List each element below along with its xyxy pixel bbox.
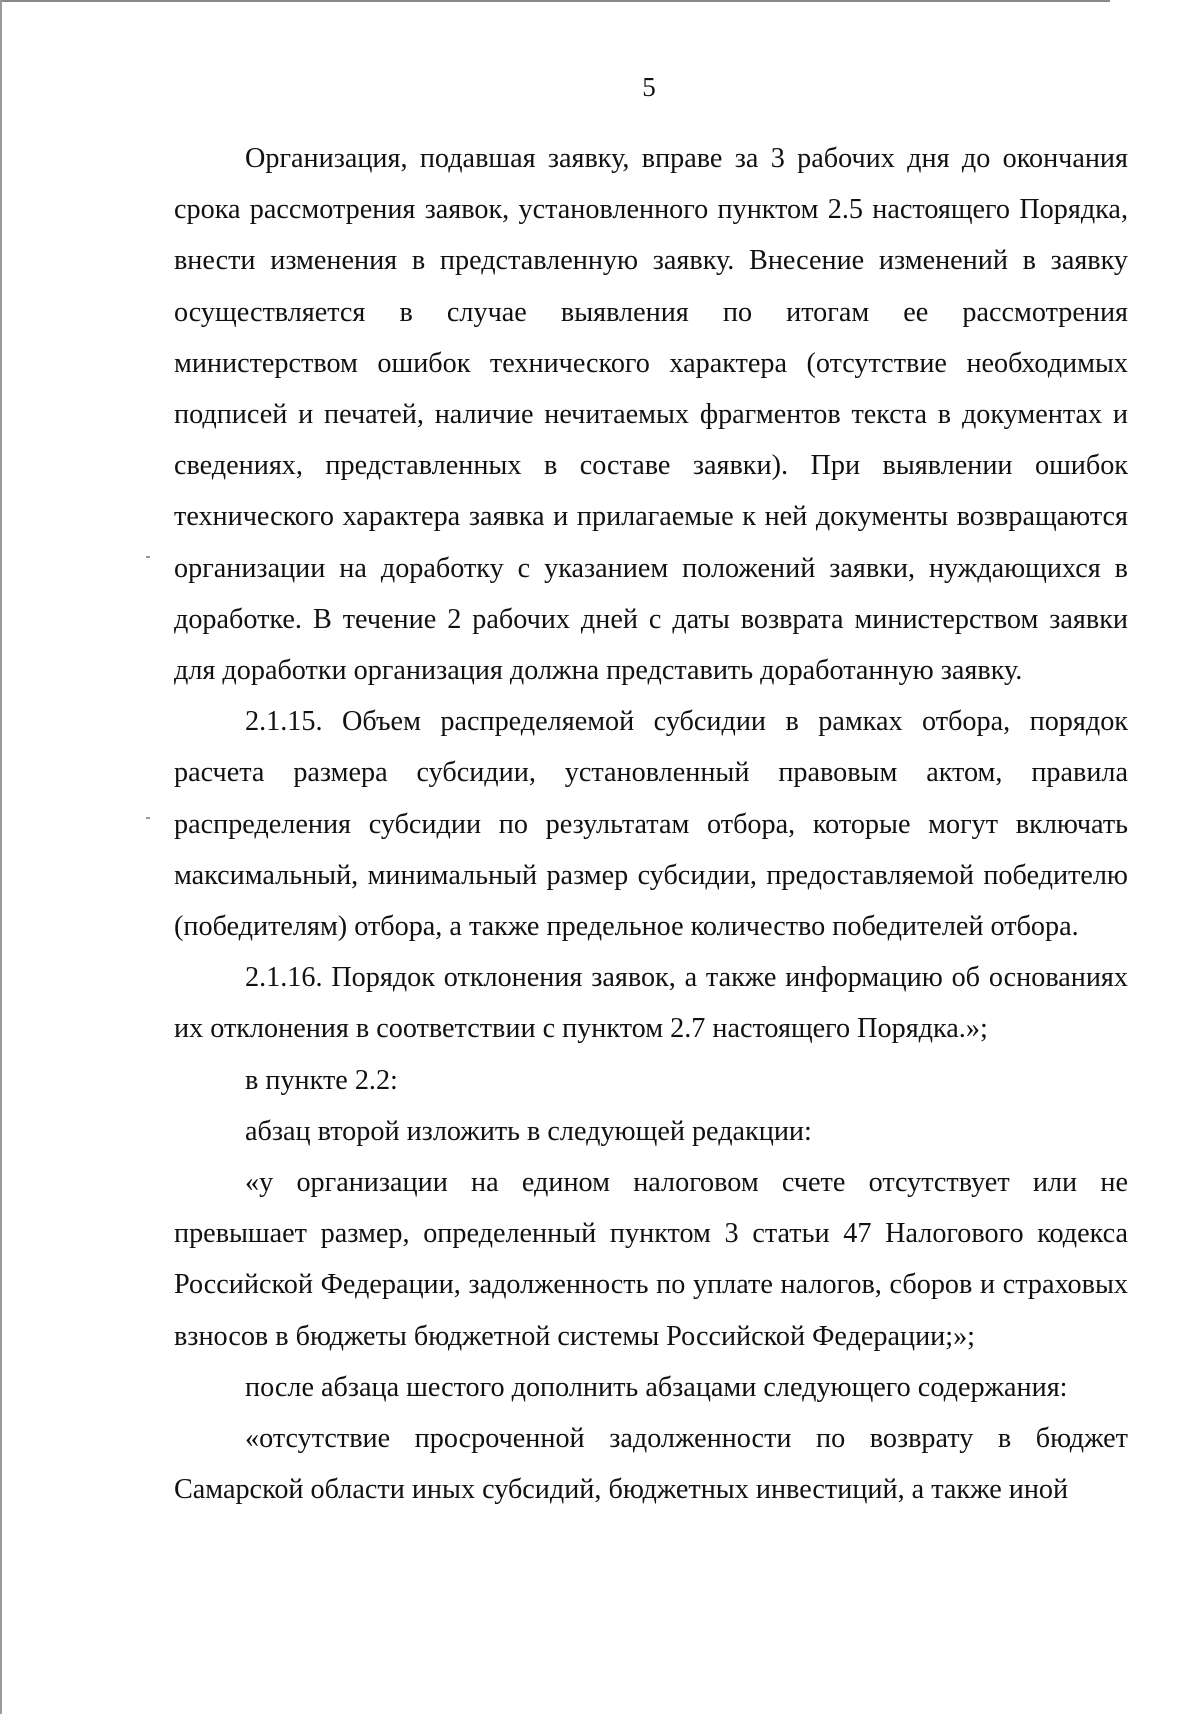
paragraph-2-1-15: 2.1.15. Объем распределяемой субсидии в рамках отбора, порядок расчета размера субсидии, установленный правовым актом, правила распределения субсидии по результатам отбора, которые могут включать максимальный, минимальный размер субсидии, предоставляемой победителю (победителям) отбора, а также предельное количество победителей отбора. <box>174 706 1128 943</box>
paragraph-overdue-debt-quote: «отсутствие просроченной задолженности по возврату в бюджет Самарской области иных субсидий, бюджетных инвестиций, а также иной <box>174 1423 1128 1506</box>
scan-top-edge <box>0 0 1110 2</box>
scan-left-edge <box>0 0 2 1714</box>
document-body <box>174 133 1128 1515</box>
page-number: 5 <box>642 72 656 102</box>
paragraph-after-sixth-abzac: после абзаца шестого дополнить абзацами следующего содержания: <box>245 1371 1068 1403</box>
margin-mark <box>146 817 150 819</box>
paragraph-application-changes: Организация, подавшая заявку, вправе за 3 рабочих дня до окончания срока рассмотрения заявок, установленного пунктом 2.5 настоящего Порядка, внести изменения в представленную заявку. Внесение изменений в заявку осуществляется в случае выявления по итогам ее рассмотрения министерством ошибок технического характера (отсутствие необходимых подписей и печатей, наличие нечитаемых фрагментов текста в документах и сведениях, представленных в составе заявки). При выявлении ошибок технического характера заявка и прилагаемые к ней документы возвращаются организации на доработку с указанием положений заявки, нуждающихся в доработке. В течение 2 рабочих дней с даты возврата министерством заявки для доработки организация должна представить доработанную заявку. <box>174 143 1128 687</box>
paragraph-item-2-2: в пункте 2.2: <box>245 1064 398 1096</box>
paragraph-second-abzac: абзац второй изложить в следующей редакции: <box>245 1115 812 1147</box>
margin-mark <box>146 556 150 558</box>
paragraph-2-1-16: 2.1.16. Порядок отклонения заявок, а также информацию об основаниях их отклонения в соответствии с пунктом 2.7 настоящего Порядка.»; <box>174 962 1128 1045</box>
paragraph-tax-debt-quote: «у организации на едином налоговом счете отсутствует или не превышает размер, определенный пунктом 3 статьи 47 Налогового кодекса Российской Федерации, задолженность по уплате налогов, сборов и страховых взносов в бюджеты бюджетной системы Российской Федерации;»; <box>174 1167 1128 1352</box>
